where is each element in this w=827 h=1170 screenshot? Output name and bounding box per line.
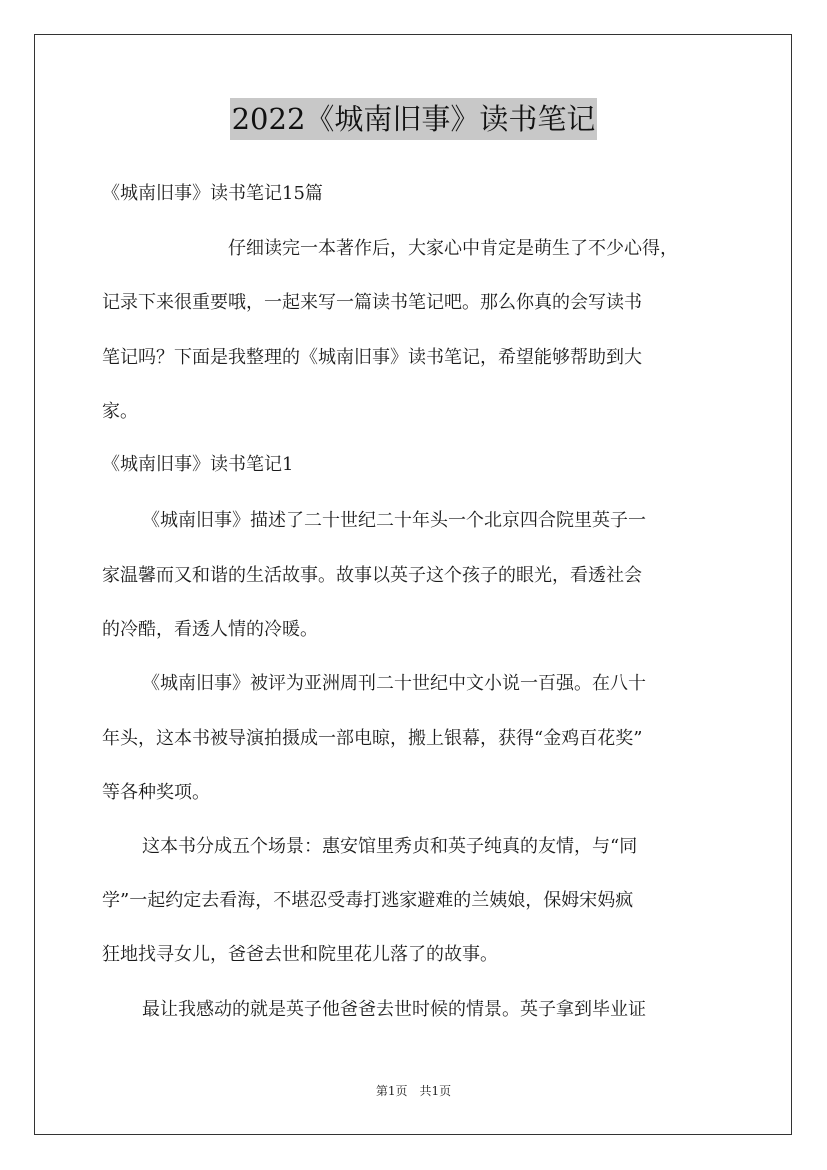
page-total: 共1页 xyxy=(419,1084,452,1098)
paragraph-line: 等各种奖项。 xyxy=(102,782,210,803)
paragraph-line: 记录下来很重要哦，一起来写一篇读书笔记吧。那么你真的会写读书 xyxy=(102,292,642,313)
heading-collection: 《城南旧事》读书笔记15篇 xyxy=(102,183,323,204)
section-heading: 《城南旧事》读书笔记1 xyxy=(102,454,294,475)
paragraph-line: 《城南旧事》描述了二十世纪二十年头一个北京四合院里英子一 xyxy=(142,510,646,531)
paragraph-line: 年头，这本书被导演拍摄成一部电晾，搬上银幕，获得“金鸡百花奖” xyxy=(102,728,643,749)
paragraph-line: 狂地找寻女儿，爸爸去世和院里花儿落了的故事。 xyxy=(102,944,498,965)
page-number: 第1页 xyxy=(375,1084,408,1098)
paragraph-line: 这本书分成五个场景：惠安馆里秀贞和英子纯真的友情，与“同 xyxy=(142,836,638,857)
document-title: 2022《城南旧事》读书笔记 xyxy=(230,98,598,140)
paragraph-line: 家。 xyxy=(102,401,138,422)
paragraph-line: 家温馨而又和谐的生活故事。故事以英子这个孩子的眼光，看透社会 xyxy=(102,565,642,586)
page-footer xyxy=(0,1083,827,1099)
title-container xyxy=(0,98,827,140)
paragraph-line: 的冷酷，看透人情的冷暖。 xyxy=(102,619,318,640)
paragraph-line: 《城南旧事》被评为亚洲周刊二十世纪中文小说一百强。在八十 xyxy=(142,673,646,694)
paragraph-line: 最让我感动的就是英子他爸爸去世时候的情景。英子拿到毕业证 xyxy=(142,999,646,1020)
paragraph-line: 学”一起约定去看海，不堪忍受毒打逃家避难的兰姨娘，保姆宋妈疯 xyxy=(102,890,634,911)
paragraph-line: 仔细读完一本著作后，大家心中肯定是萌生了不少心得， xyxy=(228,238,678,259)
paragraph-line: 笔记吗？下面是我整理的《城南旧事》读书笔记，希望能够帮助到大 xyxy=(102,347,642,368)
